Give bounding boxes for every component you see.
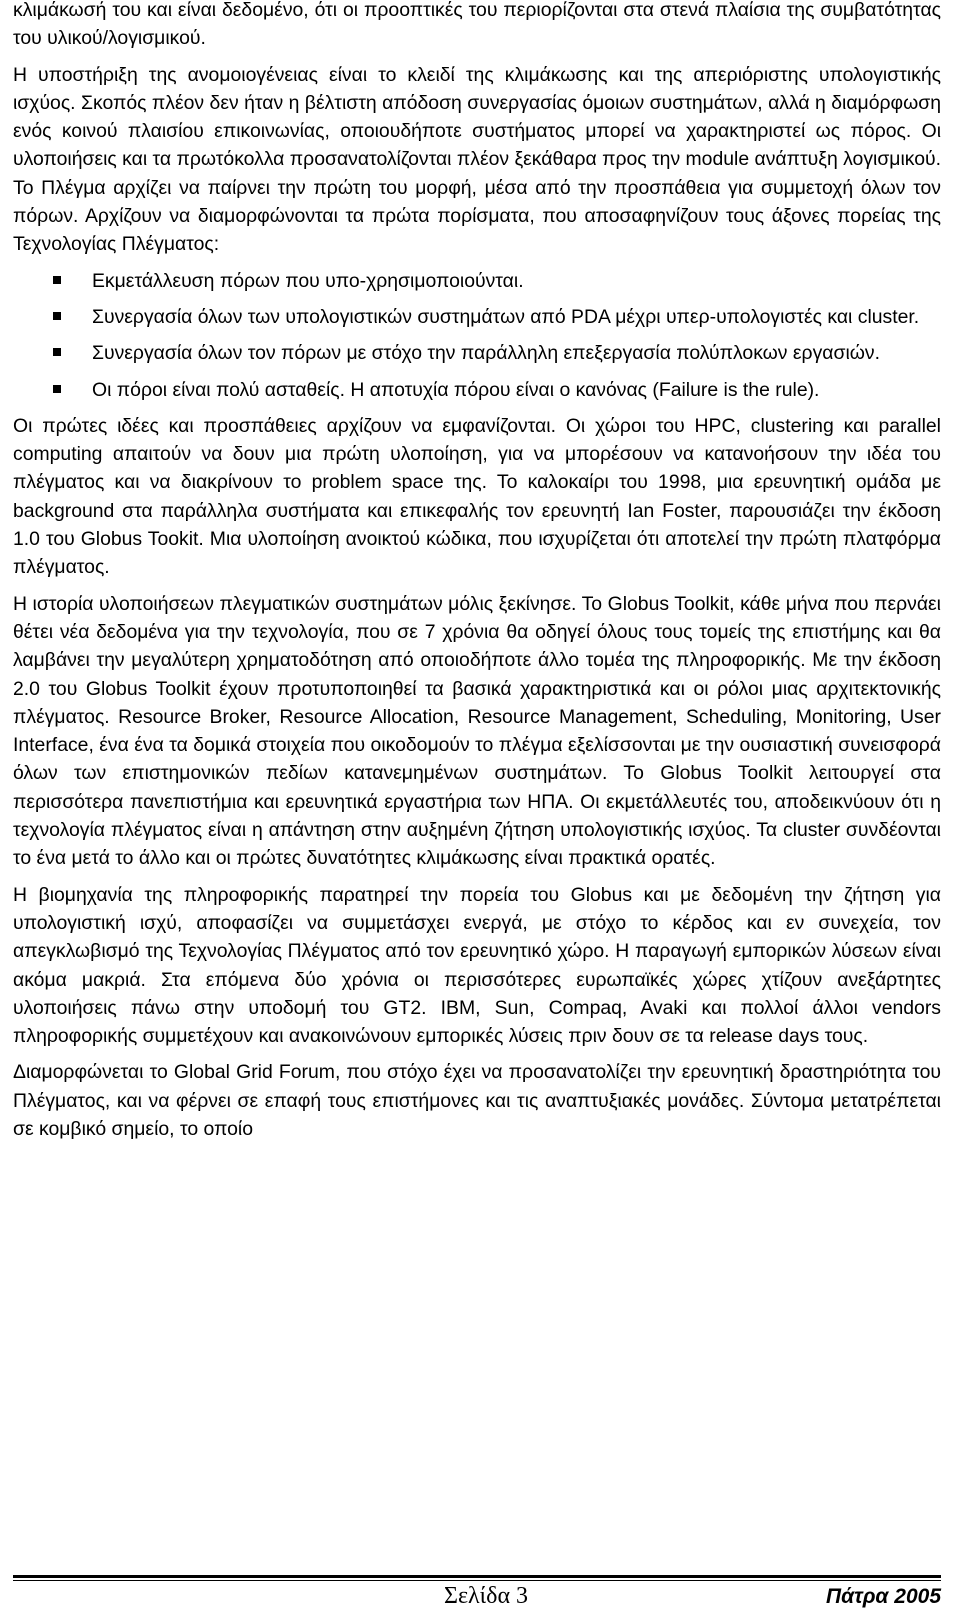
list-item-text: Συνεργασία όλων τον πόρων με στόχο την παράλληλη επεξεργασία πολύπλοκων εργασιών. — [92, 342, 880, 365]
list-item-text: Εκμετάλλευση πόρων που υπο-χρησιμοποιούνται. — [92, 269, 524, 292]
square-bullet-icon — [53, 385, 61, 393]
footer-divider-thick — [13, 1575, 941, 1578]
square-bullet-icon — [53, 348, 61, 356]
grid-principles-list — [13, 267, 941, 404]
footer-divider-thin — [13, 1580, 941, 1581]
page-number: Σελίδα 3 — [444, 1583, 529, 1609]
list-item — [13, 303, 941, 331]
paragraph-global-grid-forum: Διαμορφώνεται το Global Grid Forum, που στόχο έχει να προσανατολίζει την ερευνητική δραστηριότητα του Πλέγματος, και να φέρνει σε επαφή τους επιστήμονες και τις αναπτυξιακές μονάδες. Σύντομα μετατρέπεται σε κομβικό σημείο, το οποίο — [13, 1061, 941, 1140]
list-item — [13, 267, 941, 295]
paragraph-heterogeneity: Η υποστήριξη της ανομοιογένειας είναι το κλειδί της κλιμάκωσης και της απεριόριστης υπολογιστικής ισχύος. Σκοπός πλέον δεν ήταν η βέλτιστη απόδοση συνεργασίας όμοιων συστημάτων, αλλά η διαμόρφωση ενός κοινού πλαισίου επικοινωνίας, οποιουδήποτε συστήματος μπορεί να χαρακτηριστεί ως πόρος. Οι υλοποιήσεις και τα πρωτόκολλα προσανατολίζονται πλέον ξεκάθαρα προς την module ανάπτυξη λογισμικού. Το Πλέγμα αρχίζει να παίρνει την πρώτη του μορφή, μέσα από την προσπάθεια για συμμετοχή όλων τον πόρων. Αρχίζουν να διαμορφώνονται τα πρώτα πορίσματα, που αποσαφηνίζουν τους άξονες πορείας της Τεχνολογίας Πλέγματος: — [13, 63, 942, 256]
square-bullet-icon — [53, 276, 61, 284]
paragraph-globus-history: Η ιστορία υλοποιήσεων πλεγματικών συστημάτων μόλις ξεκίνησε. Το Globus Toolkit, κάθε μήνα που περνάει θέτει νέα δεδομένα για την τεχνολογία, που σε 7 χρόνια θα οδηγεί όλους τους τομείς της επιστήμης και θα λαμβάνει την μεγαλύτερη χρηματοδότηση από οποιοδήποτε άλλο τομέα της πληροφορικής. Με την έκδοση 2.0 του Globus Toolkit έχουν προτυποποιηθεί τα βασικά χαρακτηριστικά και οι ρόλοι μιας αρχιτεκτονικής πλέγματος. Resource Broker, Resource Allocation, Resource Management, Scheduling, Monitoring, User Interface, ένα ένα τα δομικά στοιχεία που οικοδομούν το πλέγμα εξελίσσονται με την ουσιαστική συνεισφορά όλων των επιστημονικών πεδίων κατανεμημένων συστημάτων. Το Globus Toolkit λειτουργεί στα περισσότερα πανεπιστήμια και ερευνητικά εργαστήρια των ΗΠΑ. Οι εκμετάλλευτές του, αποδεικνύουν ότι η τεχνολογία πλέγματος είναι η απάντηση στην αυξημένη ζήτηση υπολογιστικής ισχύος. Τα cluster συνδέονται το ένα μετά το άλλο και οι πρώτες δυνατότητες κλιμάκωσης είναι πρακτικά ορατές. — [13, 592, 941, 870]
footer-place-year: Πάτρα 2005 — [826, 1585, 941, 1608]
paragraph-first-ideas: Οι πρώτες ιδέες και προσπάθειες αρχίζουν να εμφανίζονται. Οι χώροι του HPC, clustering και parallel computing απαιτούν να δουν μια πρώτη υλοποίηση, για να μπορέσουν να κατανοήσουν την ιδέα του πλέγματος και να διακρίνουν το problem space της. Το καλοκαίρι του 1998, μια ερευνητική ομάδα με background στα παράλληλα συστήματα και επικεφαλής τον ερευνητή Ian Foster, παρουσιάζει την έκδοση 1.0 του Globus Tookit. Μια υλοποίηση ανοικτού κώδικα, που ισχυρίζεται ότι αποτελεί την πρώτη πλατφόρμα πλέγματος. — [13, 414, 941, 579]
list-item — [13, 339, 941, 367]
list-item-text: Συνεργασία όλων των υπολογιστικών συστημάτων από PDA μέχρι υπερ-υπολογιστές και cluster. — [92, 305, 920, 328]
paragraph-continuation: κλιμάκωσή του και είναι δεδομένο, ότι οι προοπτικές του περιορίζονται στα στενά πλαίσια της συμβατότητας του υλικού/λογισμικού. — [13, 0, 941, 50]
square-bullet-icon — [53, 312, 61, 320]
document-page — [13, 0, 941, 1151]
list-item — [13, 376, 941, 404]
paragraph-industry: Η βιομηχανία της πληροφορικής παρατηρεί την πορεία του Globus και με δεδομένη την ζήτηση για υπολογιστική ισχύ, αποφασίζει να συμμετάσχει ενεργά, με στόχο το κέρδος και εν συνεχεία, τον απεγκλωβισμό της Τεχνολογίας Πλέγματος από τον ερευνητικό χώρο. Η παραγωγή εμπορικών λύσεων είναι ακόμα μακριά. Στα επόμενα δύο χρόνια οι περισσότερες ευρωπαϊκές χώρες χτίζουν ανεξάρτητες υλοποιήσεις πάνω στην υποδομή του GT2. IBM, Sun, Compaq, Avaki και πολλοί άλλοι vendors πληροφορικής συμμετέχουν και ανακοινώνουν εμπορικές λύσεις πριν δουν σε τα release days τους. — [13, 883, 941, 1048]
list-item-text: Οι πόροι είναι πολύ ασταθείς. Η αποτυχία πόρου είναι ο κανόνας (Failure is the rule). — [92, 378, 820, 401]
